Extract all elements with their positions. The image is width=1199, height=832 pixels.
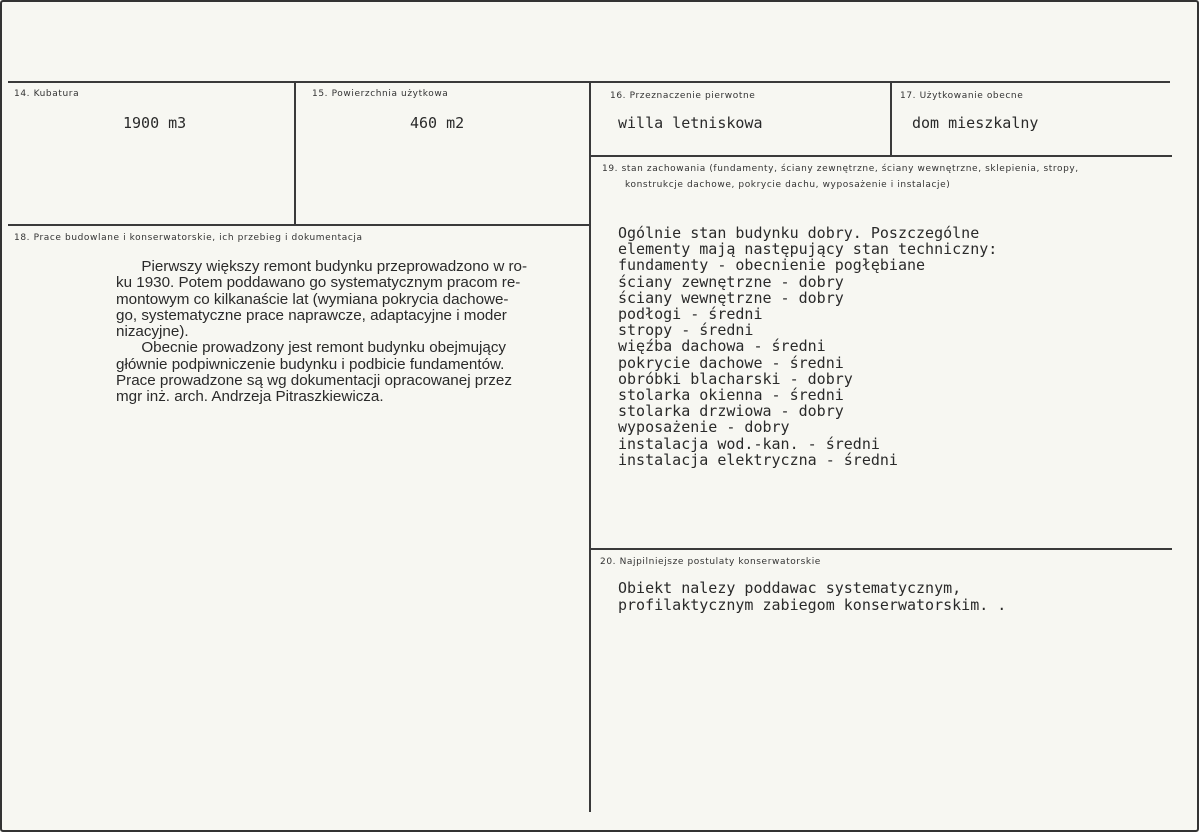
field-17-value: dom mieszkalny xyxy=(912,114,1039,132)
field-20-line: profilaktycznym zabiegom konserwatorskim. . xyxy=(618,596,1007,614)
field-19-line: Ogólnie stan budynku dobry. Poszczególne xyxy=(618,224,980,242)
field-18-line: głównie podpiwniczenie budynku i podbicie fundamentów. xyxy=(116,355,505,373)
divider-left-mid xyxy=(8,224,591,226)
field-19-line: stolarka okienna - średni xyxy=(618,386,844,405)
field-20-text xyxy=(618,580,1006,614)
field-19-line: fundamenty - obecnienie pogłębiane xyxy=(618,256,926,275)
field-17-label: 17. Użytkowanie obecne xyxy=(900,91,1024,101)
field-15-label: 15. Powierzchnia użytkowa xyxy=(312,89,449,99)
field-19-line: więźba dachowa - średni xyxy=(618,337,826,356)
field-18-line: Pierwszy większy remont budynku przeprowadzono w ro- xyxy=(116,258,528,275)
field-16-value: willa letniskowa xyxy=(618,114,763,132)
field-14-value: 1900 m3 xyxy=(123,114,187,132)
field-18-line: ku 1930. Potem poddawano go systematycznym pracom re- xyxy=(116,274,521,292)
field-19-line: instalacja elektryczna - średni xyxy=(618,450,898,469)
field-19-line: wyposażenie - dobry xyxy=(618,418,790,437)
field-18-line: nizacyjne). xyxy=(116,323,189,341)
field-20-line: Obiekt nalezy poddawac systematycznym, xyxy=(618,579,962,597)
field-20-label: 20. Najpilniejsze postulaty konserwatorskie xyxy=(600,557,821,567)
field-19-label: 19. stan zachowania (fundamenty, ściany zewnętrzne, ściany wewnętrzne, sklepienia, stropy, xyxy=(602,164,1079,174)
field-19-line: elementy mają następujący stan techniczny: xyxy=(618,240,998,259)
field-19-line: stolarka drzwiowa - dobry xyxy=(618,402,844,421)
field-19-text xyxy=(618,225,997,468)
field-15-value: 460 m2 xyxy=(410,114,465,132)
field-19-line: obróbki blacharski - dobry xyxy=(618,369,853,388)
field-19-line: ściany zewnętrzne - dobry xyxy=(618,272,844,291)
divider-v-14-15 xyxy=(294,82,296,225)
field-18-line: go, systematyczne prace naprawcze, adaptacyjne i moder xyxy=(116,306,507,324)
field-19-line: instalacja wod.-kan. - średni xyxy=(618,434,880,453)
field-18-line: Prace prowadzone są wg dokumentacji opracowanej przez xyxy=(116,372,512,390)
field-16-label: 16. Przeznaczenie pierwotne xyxy=(610,91,756,101)
field-14-label: 14. Kubatura xyxy=(14,89,80,99)
divider-right-19 xyxy=(591,548,1172,550)
field-19-line: pokrycie dachowe - średni xyxy=(618,353,844,372)
divider-v-16-17 xyxy=(890,82,892,156)
field-18-line: mgr inż. arch. Andrzeja Pitraszkiewicza. xyxy=(116,388,384,406)
field-18-line: Obecnie prowadzony jest remont budynku obejmujący xyxy=(116,339,507,357)
field-19-line: podłogi - średni xyxy=(618,305,763,324)
divider-v-main xyxy=(589,82,591,812)
divider-right-16 xyxy=(591,155,1172,157)
field-18-text xyxy=(116,259,527,406)
field-18-line: montowym co kilkanaście lat (wymiana pokrycia dachowe- xyxy=(116,290,509,308)
field-19-line: ściany wewnętrzne - dobry xyxy=(618,288,844,307)
field-19-line: stropy - średni xyxy=(618,321,754,340)
field-18-label: 18. Prace budowlane i konserwatorskie, ich przebieg i dokumentacja xyxy=(14,233,363,243)
field-19-label-cont: konstrukcje dachowe, pokrycie dachu, wyposażenie i instalacje) xyxy=(625,180,951,190)
